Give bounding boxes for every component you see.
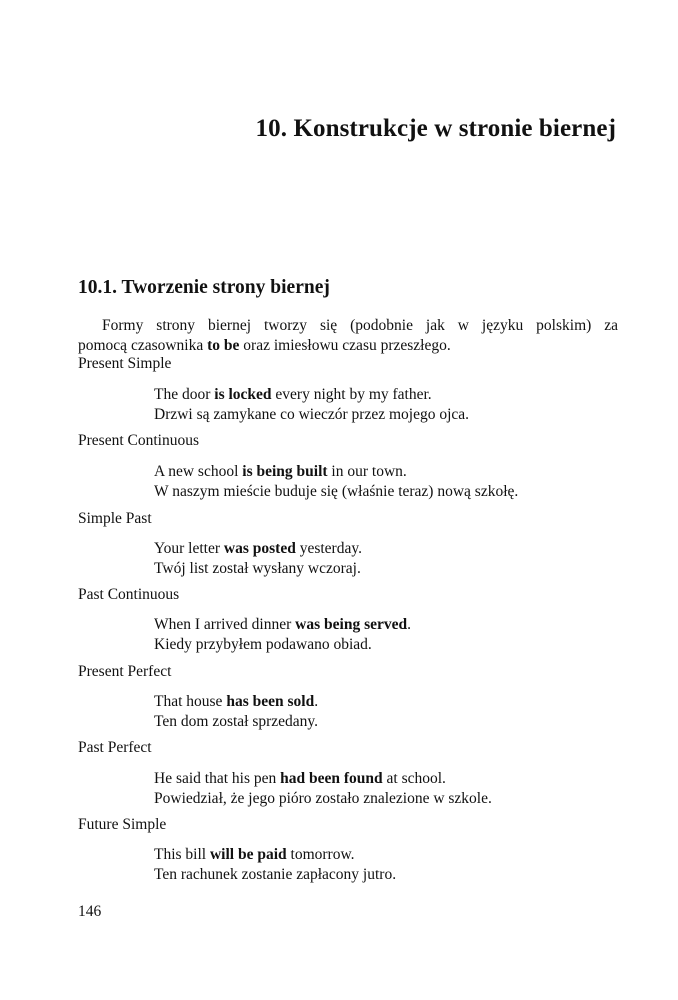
intro-line-2-start: pomocą czasownika — [78, 337, 208, 354]
tense-heading: Past Perfect — [78, 739, 152, 756]
example-english: A new school is being built in our town. — [154, 463, 407, 480]
tense-heading: Present Simple — [78, 355, 172, 372]
example-english: When I arrived dinner was being served. — [154, 616, 411, 633]
chapter-title: 10. Konstrukcje w stronie biernej — [255, 115, 616, 142]
passive-form: was posted — [223, 540, 296, 557]
section-title: 10.1. Tworzenie strony biernej — [78, 277, 330, 298]
example-polish: Powiedział, że jego pióro zostało znalezione w szkole. — [154, 790, 492, 807]
example-polish: Ten rachunek zostanie zapłacony jutro. — [154, 866, 397, 883]
example-english: The door is locked every night by my father. — [154, 386, 432, 403]
intro-line-2-end: oraz imiesłowu czasu przeszłego. — [239, 337, 451, 354]
passive-form: is locked — [214, 386, 272, 403]
intro-line-2 — [78, 336, 618, 356]
example-english: He said that his pen had been found at school. — [154, 770, 446, 787]
example-english: That house has been sold. — [154, 693, 319, 710]
example-english: This bill will be paid tomorrow. — [154, 846, 355, 863]
page-number: 146 — [78, 903, 102, 920]
intro-keyword: to be — [207, 337, 240, 354]
tense-heading: Present Continuous — [78, 432, 199, 449]
passive-form: will be paid — [209, 846, 287, 863]
intro-paragraph — [78, 316, 618, 356]
passive-form: is being built — [242, 463, 328, 480]
example-english: Your letter was posted yesterday. — [154, 540, 362, 557]
tense-heading: Present Perfect — [78, 663, 172, 680]
example-polish: Twój list został wysłany wczoraj. — [154, 560, 361, 577]
tense-heading: Future Simple — [78, 816, 167, 833]
example-polish: W naszym mieście buduje się (właśnie teraz) nową szkołę. — [154, 483, 519, 500]
passive-form: has been sold — [226, 693, 315, 710]
passive-form: had been found — [280, 770, 383, 787]
tense-heading: Past Continuous — [78, 586, 180, 603]
intro-line-1: Formy strony biernej tworzy się (podobnie jak w języku polskim) za — [102, 317, 618, 334]
example-polish: Drzwi są zamykane co wieczór przez mojego ojca. — [154, 406, 470, 423]
passive-form: was being served — [295, 616, 408, 633]
example-polish: Kiedy przybyłem podawano obiad. — [154, 636, 372, 653]
example-polish: Ten dom został sprzedany. — [154, 713, 319, 730]
tense-heading: Simple Past — [78, 510, 152, 527]
